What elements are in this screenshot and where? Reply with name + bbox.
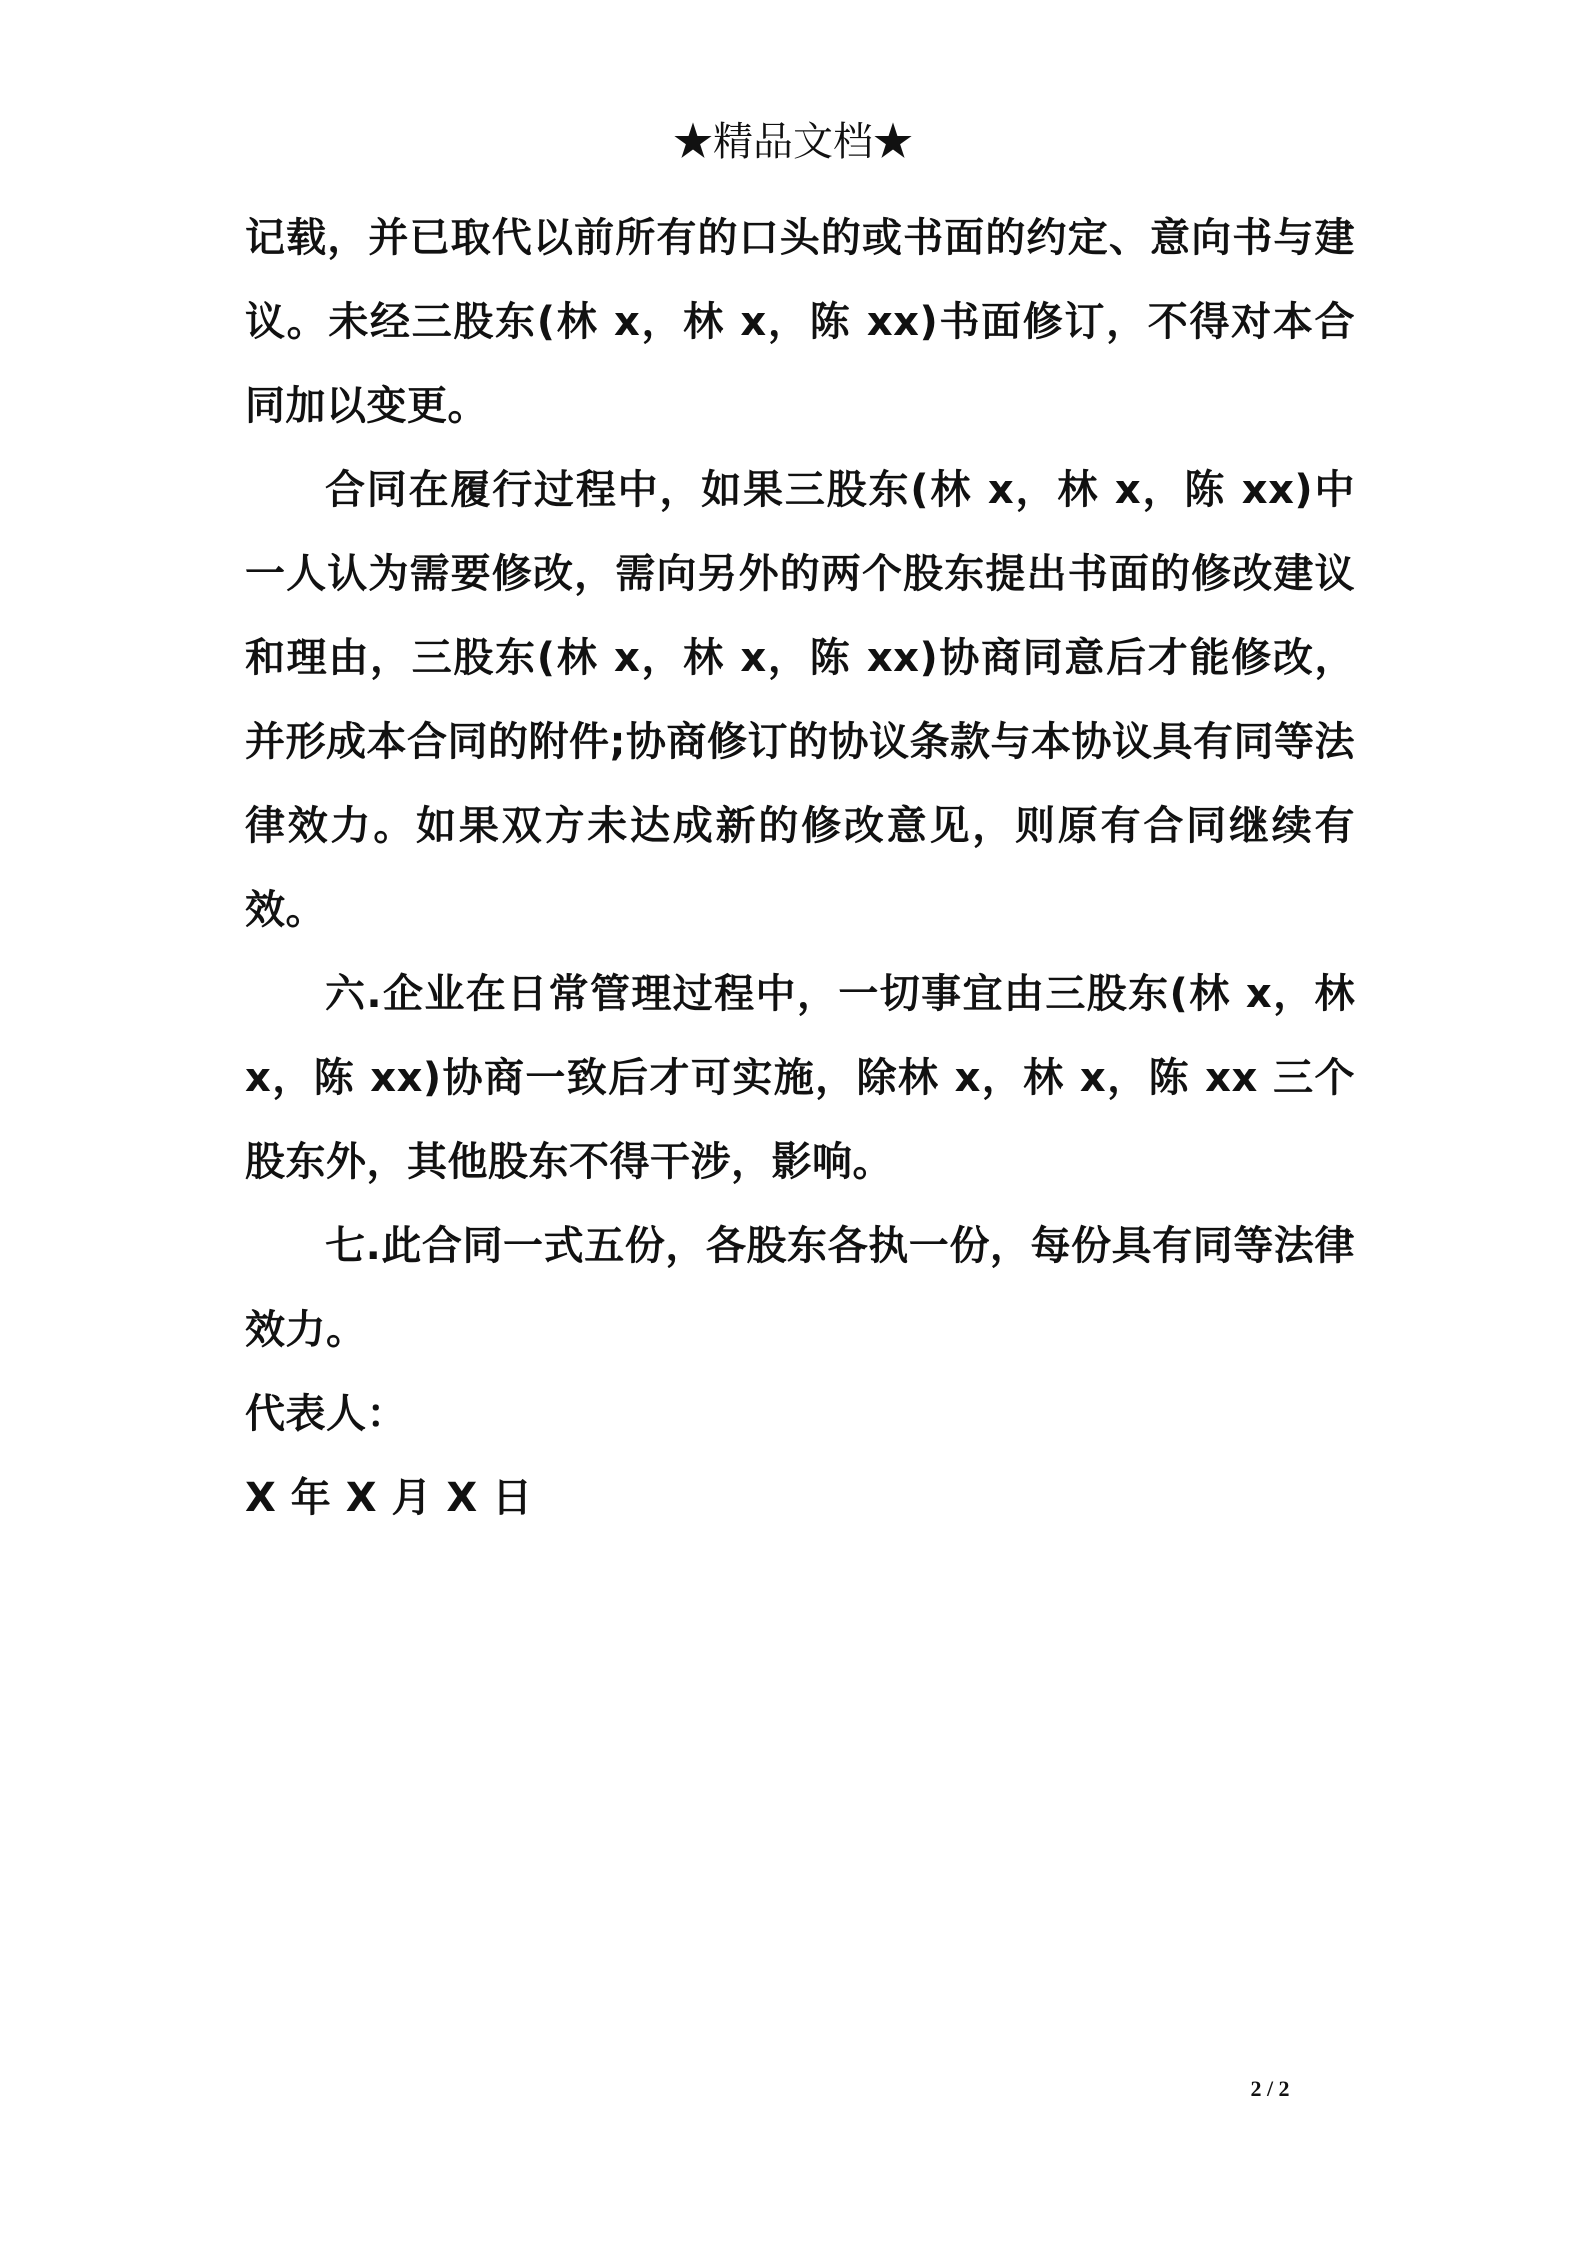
representative-label: 代表人： bbox=[245, 1391, 407, 1437]
paragraph-clause-seven: 七.此合同一式五份，各股东各执一份，每份具有同等法律效力。 bbox=[245, 1223, 1355, 1353]
paragraph-amendment: 合同在履行过程中，如果三股东(林 x，林 x，陈 xx)中一人认为需要修改，需向另外的两个股东提出书面的修改建议和理由，三股东(林 x，林 x，陈 xx)协商同意后才能修改，并形成本合同的附件;协商修订的协议条款与本协议具有同等法律效力。如果双方未达成新的修改意见，则原有合同继续有效。 bbox=[245, 467, 1355, 933]
paragraph-continuation: 记载，并已取代以前所有的口头的或书面的约定、意向书与建议。未经三股东(林 x，林 x，陈 xx)书面修订，不得对本合同加以变更。 bbox=[245, 215, 1355, 429]
paragraph-clause-six: 六.企业在日常管理过程中，一切事宜由三股东(林 x，林 x，陈 xx)协商一致后才可实施，除林 x，林 x，陈 xx 三个股东外，其他股东不得干涉，影响。 bbox=[245, 971, 1355, 1185]
date-line: X 年 X 月 X 日 bbox=[245, 1475, 533, 1521]
document-body bbox=[245, 196, 1355, 1540]
page-header: ★精品文档★ bbox=[673, 119, 913, 165]
page-number: 2 / 2 bbox=[1250, 2076, 1290, 2101]
